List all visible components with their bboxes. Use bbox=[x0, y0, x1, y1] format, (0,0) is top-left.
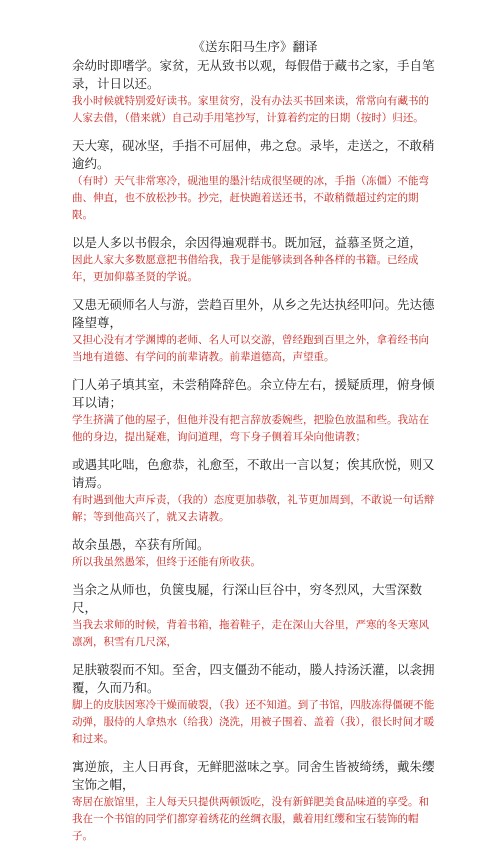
original-text: 或遇其叱咄，色愈恭，礼愈至，不敢出一言以复；俟其欣悦，则又请焉。 bbox=[72, 457, 435, 490]
paragraph-2 bbox=[72, 137, 438, 224]
original-text: 门人弟子填其室，未尝稍降辞色。余立侍左右，援疑质理，俯身倾耳以请； bbox=[72, 377, 435, 410]
original-text: 又患无硕师名人与游，尝趋百里外，从乡之先达执经叩问。先达德隆望尊， bbox=[72, 297, 435, 330]
paragraph-6 bbox=[72, 456, 438, 526]
translation-text: 又担心没有才学渊博的老师、名人可以交游，曾经跑到百里之外，拿着经书向当地有道德、有学问的前辈请教。前辈道德高，声望重。 bbox=[72, 334, 429, 363]
translation-text: 寄居在旅馆里，主人每天只提供两顿饭吃，没有新鲜肥美食品味道的享受。和我在一个书馆的同学们都穿着绣花的丝绸衣服，戴着用红缨和宝石装饰的帽子。 bbox=[72, 796, 429, 842]
paragraph-5 bbox=[72, 376, 438, 446]
original-text: 寓逆旅，主人日再食，无鲜肥滋味之享。同舍生皆被绮绣，戴朱缨宝饰之帽， bbox=[72, 759, 435, 792]
page-title: 《送东阳马生序》翻译 bbox=[192, 39, 318, 54]
translation-text: 我小时候就特别爱好读书。家里贫穷，没有办法买书回来读，常常向有藏书的人家去借，（借来就）自己动手用笔抄写，计算着约定的日期（按时）归还。 bbox=[72, 95, 429, 124]
translation-text: 脚上的皮肤因寒冷干燥而破裂，（我）还不知道。到了书馆，四肢冻得僵硬不能动弹，服侍的人拿热水（给我）浇洗，用被子围着、盖着（我），很长时间才暖和过来。 bbox=[72, 699, 435, 745]
original-text: 故余虽愚，卒获有所闻。 bbox=[72, 537, 210, 552]
paragraph-10 bbox=[72, 758, 438, 845]
original-text: 余幼时即嗜学。家贫，无从致书以观，每假借于藏书之家，手自笔录，计日以还。 bbox=[72, 58, 435, 91]
paragraph-9 bbox=[72, 661, 438, 748]
paragraph-4 bbox=[72, 296, 438, 366]
paragraph-1 bbox=[72, 57, 438, 127]
translation-text: 有时遇到他大声斥责，（我的）态度更加恭敬，礼节更加周到，不敢说一句话辩解；等到他高兴了，就又去请教。 bbox=[72, 494, 435, 523]
translation-text: 所以我虽然愚笨，但终于还能有所收获。 bbox=[72, 556, 261, 568]
original-text: 足肤皲裂而不知。至舍，四支僵劲不能动，媵人持汤沃灌，以衾拥覆，久而乃和。 bbox=[72, 662, 435, 695]
translation-text: （有时）天气非常寒冷，砚池里的墨汁结成很坚硬的冰，手指（冻僵）不能弯曲、伸直，也不放松抄书。抄完，赶快跑着送还书，不敢稍微超过约定的期限。 bbox=[72, 175, 429, 221]
original-text: 当余之从师也，负箧曳屣，行深山巨谷中，穷冬烈风，大雪深数尺， bbox=[72, 582, 423, 615]
translation-text: 当我去求师的时候，背着书箱，拖着鞋子，走在深山大谷里，严寒的冬天寒风凛冽，积雪有几尺深， bbox=[72, 619, 429, 648]
paragraph-7 bbox=[72, 536, 438, 571]
translation-text: 学生挤满了他的屋子，但他并没有把言辞放委婉些，把脸色放温和些。我站在他的身边，提出疑难，询问道理，弯下身子侧着耳朵向他请教； bbox=[72, 414, 429, 443]
paragraph-3 bbox=[72, 234, 438, 286]
original-text: 以是人多以书假余，余因得遍观群书。既加冠，益慕圣贤之道， bbox=[72, 235, 423, 250]
paragraph-8 bbox=[72, 581, 438, 651]
translation-text: 因此人家大多数愿意把书借给我，我于是能够读到各种各样的书籍。已经成年，更加仰慕圣贤的学说。 bbox=[72, 254, 419, 283]
original-text: 天大寒，砚冰坚，手指不可屈伸，弗之怠。录毕，走送之，不敢稍逾约。 bbox=[72, 138, 435, 171]
